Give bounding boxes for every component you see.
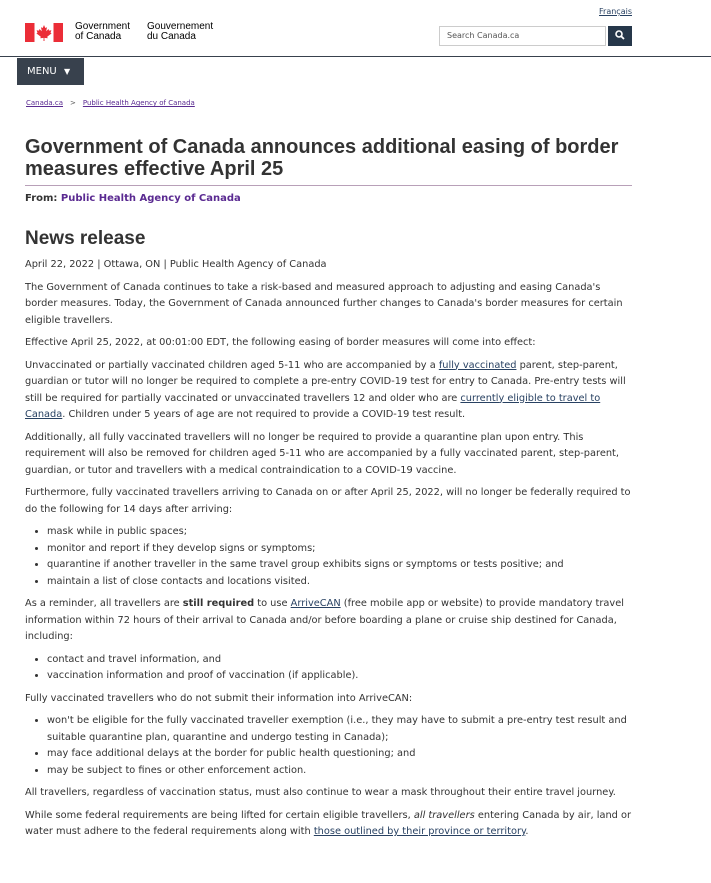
list-item: • maintain a list of close contacts and locations visited. xyxy=(47,574,635,591)
menu-label: MENU xyxy=(27,66,57,77)
paragraph-6-text-a: As a reminder, all travellers are xyxy=(25,598,183,609)
paragraph-3 xyxy=(25,358,635,424)
paragraph-3-text-a: Unvaccinated or partially vaccinated children aged 5-11 who are accompanied by a xyxy=(25,359,439,371)
paragraph-9-text-c: . xyxy=(525,826,529,837)
paragraph-7: Fully vaccinated travellers who do not submit their information into ArriveCAN: xyxy=(25,692,413,704)
list-item: • won't be eligible for the fully vaccinated traveller exemption (i.e., they may have to submit a pre-entry test result and suitable quarantine plan, quarantine and undergo testing in Canada); xyxy=(47,713,635,746)
paragraph-9-text-a: While some federal requirements are being lifted for certain eligible travellers, xyxy=(25,809,414,821)
section-heading: News release xyxy=(25,228,146,249)
from-label: From: xyxy=(25,193,58,204)
list-item: • quarantine if another traveller in the same travel group exhibits signs or symptoms or tests positive; and xyxy=(47,557,635,574)
article-body xyxy=(25,257,635,847)
list-item: • vaccination information and proof of vaccination (if applicable). xyxy=(47,668,635,685)
chevron-down-icon: ▼ xyxy=(63,67,71,76)
gouvernement-du-canada-wordmark xyxy=(147,22,213,42)
title-underline xyxy=(25,185,632,186)
search-button[interactable] xyxy=(608,26,632,46)
fully-vaccinated-link[interactable]: fully vaccinated xyxy=(438,359,517,371)
from-line xyxy=(25,193,241,204)
from-agency-link[interactable]: Public Health Agency of Canada xyxy=(60,193,241,204)
arrivecan-info-list xyxy=(47,652,635,685)
paragraph-9-text-b: entering Canada by air, land or water must adhere to the federal requirements along with xyxy=(25,809,632,837)
wordmark-fr-line1: Gouvernement xyxy=(147,21,214,32)
list-item: • monitor and report if they develop signs or symptoms; xyxy=(47,541,635,558)
list-item: • may be subject to fines or other enforcement action. xyxy=(47,763,635,780)
paragraph-6-text-c: (free mobile app or website) to provide mandatory travel information within 72 hours of their arrival to Canada and/or before boarding a plane or cruise ship destined for Canada, including: xyxy=(25,598,624,642)
list-item: • mask while in public spaces; xyxy=(47,524,635,541)
language-toggle-link[interactable]: Français xyxy=(599,7,632,16)
paragraph-3-text-c: . Children under 5 years of age are not required to provide a COVID-19 test result. xyxy=(62,409,466,420)
paragraph-5: Furthermore, fully vaccinated travellers arriving to Canada on or after April 25, 2022, will no longer be federally required to do the following for 14 days after arriving: xyxy=(25,487,631,515)
all-travellers-emphasis: all travellers xyxy=(413,809,475,821)
government-of-canada-wordmark xyxy=(75,22,130,42)
site-header xyxy=(25,20,632,50)
paragraph-8: All travellers, regardless of vaccination status, must also continue to wear a mask throughout their entire travel journey. xyxy=(25,787,616,798)
arrivecan-link[interactable]: ArriveCAN xyxy=(290,598,341,609)
paragraph-1: The Government of Canada continues to take a risk-based and measured approach to adjusting and easing Canada's border measures. Today, the Government of Canada announced further changes to Canada's border measures for certain eligible travellers. xyxy=(25,281,623,326)
paragraph-4: Additionally, all fully vaccinated travellers will no longer be required to provide a quarantine plan upon entry. This requirement will also be removed for children aged 5-11 who are accompanied by a fully vaccinated parent, step-parent, guardian, or tutor and travellers with a medical contraindication to a COVID-19 vaccine. xyxy=(25,431,620,476)
page-title: Government of Canada announces additional easing of border measures effective April 25 xyxy=(25,136,619,180)
wordmark-fr-line2: du Canada xyxy=(147,31,196,42)
provincial-requirements-link[interactable]: those outlined by their province or territory xyxy=(313,826,526,837)
list-item: • may face additional delays at the border for public health questioning; and xyxy=(47,746,635,763)
breadcrumb-separator: > xyxy=(70,99,76,107)
wordmark-en-line2: of Canada xyxy=(75,31,122,42)
wordmark-en-line1: Government xyxy=(75,21,131,32)
list-item: • contact and travel information, and xyxy=(47,652,635,669)
paragraph-2: Effective April 25, 2022, at 00:01:00 EDT, the following easing of border measures will come into effect: xyxy=(25,337,536,348)
paragraph-6-text-b: to use xyxy=(254,598,291,609)
breadcrumb xyxy=(26,99,195,107)
breadcrumb-home-link[interactable]: Canada.ca xyxy=(26,99,63,107)
still-required-emphasis: still required xyxy=(182,598,255,609)
paragraph-6 xyxy=(25,596,635,646)
consequences-list xyxy=(47,713,635,779)
search-input[interactable]: Search Canada.ca xyxy=(439,26,606,46)
paragraph-9 xyxy=(25,808,635,841)
paragraph-3-text-b: parent, step-parent, guardian or tutor will no longer be required to complete a pre-entry COVID-19 test for entry to Canada. Pre-entry tests will still be required for partially vaccinated or unvaccinated travellers 12 and older who are xyxy=(25,359,626,404)
canada-flag-icon[interactable] xyxy=(25,23,63,42)
dateline: April 22, 2022 | Ottawa, ON | Public Health Agency of Canada xyxy=(25,259,327,270)
header-divider xyxy=(0,56,711,57)
search-icon xyxy=(615,30,625,40)
menu-button[interactable] xyxy=(17,58,84,85)
breadcrumb-agency-link[interactable]: Public Health Agency of Canada xyxy=(82,99,195,107)
eligible-to-travel-link[interactable]: currently eligible to travel to Canada xyxy=(25,392,601,420)
requirements-list xyxy=(47,524,635,590)
